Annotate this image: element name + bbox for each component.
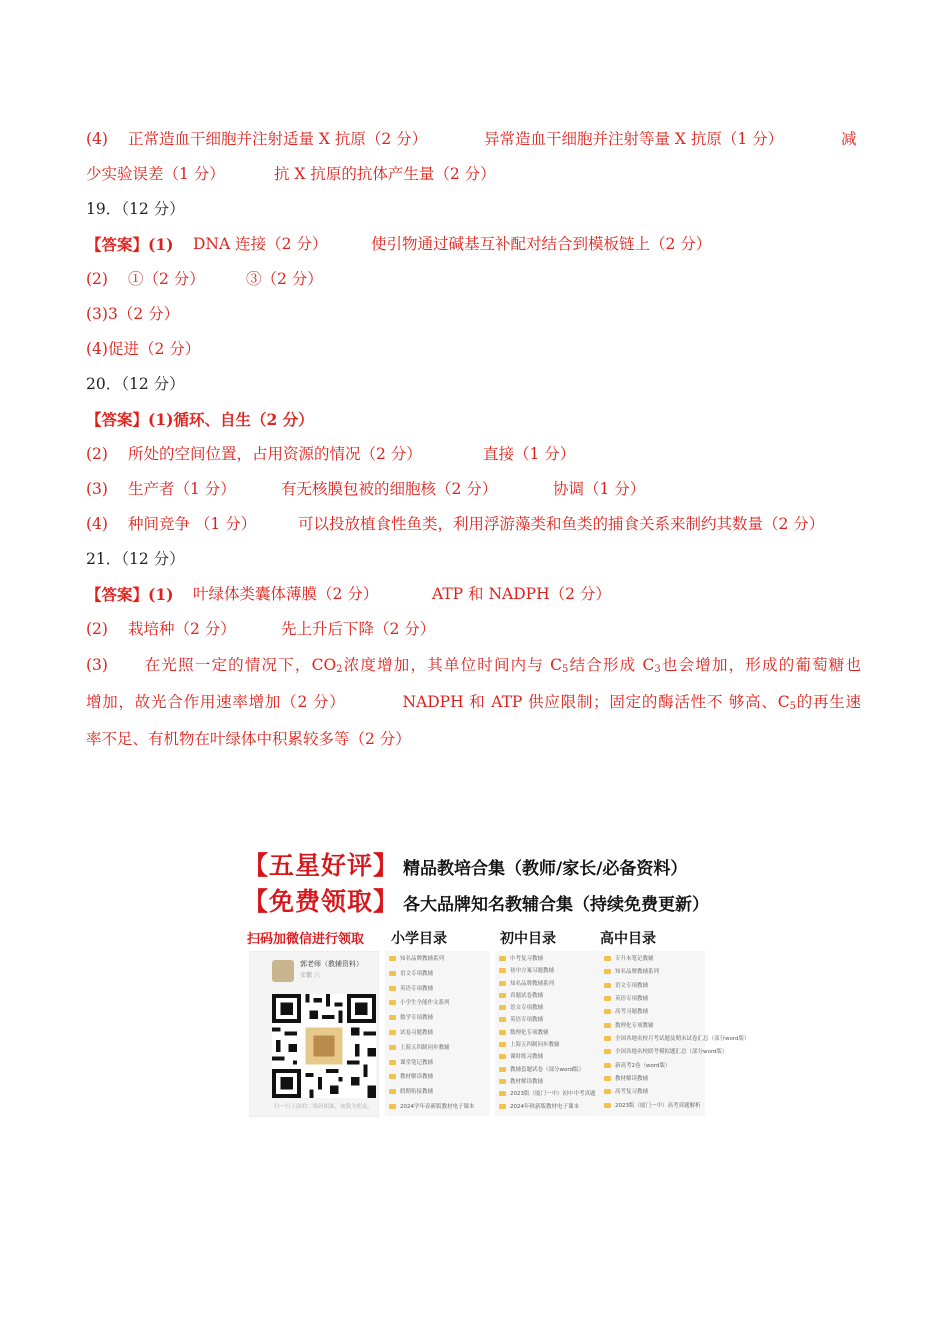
answer-text: ③（2 分） [246, 270, 323, 288]
catalog-folder-item[interactable] [600, 964, 705, 977]
catalog-folder-item[interactable] [385, 1025, 490, 1040]
answer-line [86, 684, 861, 721]
catalog-folder-item[interactable] [385, 1010, 490, 1025]
folder-icon [604, 1009, 611, 1014]
answer-text: DNA 连接（2 分） [193, 235, 328, 253]
catalog-folder-label: 教材解读教辅 [615, 1075, 649, 1082]
catalog-folder-item[interactable] [495, 1086, 600, 1098]
contact-name: 郭老师（教辅资料） [300, 960, 363, 968]
catalog-folder-item[interactable] [495, 1049, 600, 1061]
folder-icon [604, 1076, 611, 1081]
answer-text: 种间竞争 （1 分） [128, 515, 257, 533]
folder-icon [604, 956, 611, 961]
promo-banner[interactable] [243, 843, 750, 1115]
question-number: (2) [86, 620, 108, 638]
folder-icon [499, 981, 506, 986]
folder-icon [499, 1030, 506, 1035]
catalog-folder-label: 2023版（厦门一中）初中中考真题 [510, 1091, 596, 1098]
subscript: 5 [789, 701, 796, 712]
answer-text: 增加，故光合作用速率增加（2 分） [86, 693, 346, 711]
catalog-folder-item[interactable] [495, 951, 600, 963]
question-number: (3) [86, 656, 108, 674]
catalog-folder-item[interactable] [600, 1031, 750, 1044]
answer-text: 可以投放植食性鱼类，利用浮游藻类和鱼类的捕食关系来制约其数量（2 分） [298, 515, 825, 533]
folder-icon [499, 1017, 506, 1022]
question-title: 19．（12 分） [86, 200, 185, 218]
text-fragment: 结合形成 C [568, 656, 655, 674]
catalog-folder-label: 高考复习教辅 [615, 1089, 649, 1096]
answer-text: ①（2 分） [128, 270, 205, 288]
question-title: 21．（12 分） [86, 550, 185, 568]
catalog-folder-label: 知名品牌教辅系列 [400, 956, 445, 962]
catalog-folder-item[interactable] [385, 966, 490, 981]
question-title: 20．（12 分） [86, 375, 185, 393]
folder-icon [604, 969, 611, 974]
catalog-folder-item[interactable] [385, 1084, 490, 1099]
catalog-folder-label: 课堂笔记教辅 [400, 1059, 434, 1066]
primary-catalog-title: 小学目录 [391, 931, 447, 947]
answer-text: 使引物通过碱基互补配对结合到模板链上（2 分） [371, 235, 712, 253]
catalog-folder-item[interactable] [495, 1000, 600, 1012]
catalog-folder-label: 真题试卷教辅 [510, 992, 544, 999]
catalog-folder-label: 语文专项教辅 [615, 982, 649, 989]
folder-icon [389, 1000, 396, 1005]
answer-text: 先上升后下降（2 分） [281, 620, 436, 638]
catalog-folder-item[interactable] [385, 1099, 490, 1114]
answer-text: (4)促进（2 分） [86, 340, 201, 358]
answer-document [86, 122, 861, 758]
folder-icon [604, 1089, 611, 1094]
folder-icon [604, 1103, 611, 1108]
catalog-folder-item[interactable] [600, 1071, 705, 1084]
catalog-folder-item[interactable] [385, 995, 490, 1010]
wechat-card [249, 951, 379, 1117]
catalog-folder-item[interactable] [600, 991, 705, 1004]
answer-line [86, 402, 861, 437]
folder-icon [604, 1036, 611, 1041]
catalog-folder-label: 2024年秋新版教材电子课本 [510, 1103, 579, 1110]
answer-line [86, 472, 861, 507]
answer-label: 【答案】(1) [86, 235, 174, 254]
catalog-folder-item[interactable] [495, 1074, 600, 1086]
answer-label: 【答案】(1) [86, 585, 174, 604]
answer-text: 有无核膜包被的细胞核（2 分） [281, 480, 498, 498]
answer-text: 协调（1 分） [553, 480, 646, 498]
catalog-folder-item[interactable] [385, 981, 490, 996]
catalog-folder-label: 新高考2卷（word版） [615, 1062, 671, 1069]
catalog-folder-item[interactable] [495, 976, 600, 988]
subscript: 3 [654, 664, 661, 675]
qr-code-icon[interactable] [272, 994, 376, 1098]
contact-location: 安徽 六 [300, 972, 320, 979]
answer-line [86, 227, 861, 262]
catalog-folder-item[interactable] [600, 1004, 705, 1017]
answer-line [86, 612, 861, 647]
answer-text: 异常造血干细胞并注射等量 X 抗原（1 分） [484, 130, 784, 148]
answer-text: 直接（1 分） [483, 445, 576, 463]
catalog-folder-label: 知名品牌教辅系列 [615, 969, 660, 976]
high-catalog-list [600, 951, 750, 1116]
catalog-folder-label: 高考习题教辅 [615, 1009, 649, 1016]
catalog-folder-item[interactable] [495, 988, 600, 1000]
answer-text: ATP 和 NADPH（2 分） [432, 585, 611, 603]
catalog-folder-label: 教材解读教辅 [400, 1074, 434, 1081]
avatar [272, 960, 294, 982]
promo-row-1 [243, 849, 687, 883]
text-fragment: 在光照一定的情况下，CO [144, 656, 337, 674]
catalog-folder-label: 数理化专项教辅 [615, 1022, 654, 1029]
catalog-folder-label: 英语专项教辅 [615, 995, 649, 1002]
answer-line [86, 332, 861, 367]
folder-icon [389, 1089, 396, 1094]
catalog-folder-label: 知名品牌教辅系列 [510, 980, 555, 987]
catalog-folder-label: 2023版（厦门一中）高考真题解析 [615, 1102, 701, 1109]
high-catalog-title: 高中目录 [600, 931, 656, 947]
folder-icon [389, 1074, 396, 1079]
catalog-folder-label: 中考复习教辅 [510, 956, 544, 962]
folder-icon [499, 1091, 506, 1096]
text-fragment: 也会增加，形成的葡萄糖也 [660, 656, 861, 674]
answer-line [86, 577, 861, 612]
catalog-folder-label: 试卷习题教辅 [400, 1029, 434, 1036]
catalog-folder-label: 英语专项教辅 [400, 985, 434, 992]
catalog-folder-label: 全国各地名校联考模拟题汇总（部分word版） [615, 1049, 728, 1056]
answer-text: 减 [841, 130, 857, 148]
promo-description: 各大品牌知名教辅合集（持续免费更新） [403, 895, 710, 915]
primary-catalog-list [385, 951, 490, 1116]
answer-text: 所处的空间位置，占用资源的情况（2 分） [128, 445, 422, 463]
catalog-folder-item[interactable] [600, 978, 705, 991]
scan-instruction: 扫码加微信进行领取 [247, 932, 365, 947]
folder-icon [389, 1030, 396, 1035]
folder-icon [389, 1045, 396, 1050]
answer-text: 抗 X 抗原的抗体产生量（2 分） [274, 165, 496, 183]
answer-line [86, 157, 861, 192]
catalog-folder-item[interactable] [600, 1098, 705, 1111]
catalog-folder-item[interactable] [385, 1040, 490, 1055]
catalog-folder-item[interactable] [600, 1044, 728, 1057]
answer-line [86, 262, 861, 297]
promo-description: 精品教培合集（教师/家长/必备资料） [403, 859, 688, 879]
folder-icon [499, 1079, 506, 1084]
catalog-folder-label: 假期衔接教辅 [400, 1089, 434, 1096]
folder-icon [389, 956, 396, 961]
catalog-folder-label: 小学生全能作文系列 [400, 1000, 450, 1007]
catalog-folder-item[interactable] [495, 1099, 600, 1111]
question-number: (4) [86, 515, 108, 533]
catalog-folder-item[interactable] [495, 1062, 600, 1074]
catalog-folder-item[interactable] [495, 1025, 600, 1037]
catalog-folder-label: 2024学年春新版教材电子课本 [400, 1103, 475, 1110]
folder-icon [604, 1023, 611, 1028]
folder-icon [389, 1060, 396, 1065]
answer-text: 叶绿体类囊体薄膜（2 分） [193, 585, 379, 603]
answer-text [145, 656, 861, 674]
text-fragment: 的再生速 [795, 693, 861, 711]
catalog-folder-item[interactable] [385, 1069, 490, 1084]
catalog-folder-item[interactable] [495, 1012, 600, 1024]
catalog-folder-label: 课时练习教辅 [510, 1054, 544, 1061]
answer-line [86, 647, 861, 684]
answer-line [86, 721, 861, 758]
answer-line [86, 122, 861, 157]
answer-text: 率不足、有机物在叶绿体中积累较多等（2 分） [86, 730, 411, 748]
catalog-folder-label: 上海五四制同步教辅 [510, 1042, 560, 1049]
folder-icon [499, 1005, 506, 1010]
catalog-folder-item[interactable] [600, 1058, 705, 1071]
catalog-folder-label: 语文专项教辅 [400, 970, 434, 977]
answer-label: 【答案】(1)循环、自生（2 分） [86, 410, 314, 429]
folder-icon [389, 971, 396, 976]
promo-bracket-text: 【五星好评】 [243, 851, 400, 880]
subscript: 5 [562, 664, 569, 675]
question-number: (2) [86, 445, 108, 463]
catalog-folder-label: 教辅套题试卷（部分word版） [510, 1066, 585, 1073]
folder-icon [499, 1067, 506, 1072]
folder-icon [604, 983, 611, 988]
catalog-folder-label: 专升本笔记教辅 [615, 956, 654, 962]
folder-icon [499, 1054, 506, 1059]
folder-icon [604, 996, 611, 1001]
question-header [86, 367, 861, 402]
catalog-folder-item[interactable] [600, 1084, 705, 1097]
catalog-folder-label: 全国各地名校月考试题及期末试卷汇总（部分word版） [615, 1035, 750, 1042]
answer-text: (3)3（2 分） [86, 305, 180, 323]
folder-icon [604, 1049, 611, 1054]
catalog-folder-item[interactable] [600, 951, 705, 964]
middle-catalog-title: 初中目录 [500, 931, 556, 947]
folder-icon [499, 1042, 506, 1047]
catalog-folder-item[interactable] [600, 1018, 705, 1031]
subscript: 2 [336, 664, 343, 675]
folder-icon [389, 986, 396, 991]
answer-text: 少实验误差（1 分） [86, 165, 225, 183]
answer-line [86, 507, 861, 542]
question-header [86, 192, 861, 227]
catalog-folder-label: 初中方案习题教辅 [510, 968, 555, 975]
answer-text: 栽培种（2 分） [128, 620, 236, 638]
folder-icon [499, 968, 506, 973]
answer-text [402, 693, 861, 711]
question-header [86, 542, 861, 577]
catalog-folder-item[interactable] [385, 951, 490, 966]
folder-icon [499, 956, 506, 961]
folder-icon [499, 993, 506, 998]
folder-icon [499, 1104, 506, 1109]
catalog-folder-label: 教材解读教辅 [510, 1078, 544, 1085]
question-number: (4) [86, 130, 108, 148]
catalog-folder-label: 数学专项教辅 [400, 1015, 434, 1022]
folder-icon [389, 1015, 396, 1020]
answer-line [86, 297, 861, 332]
middle-catalog-list [495, 951, 600, 1116]
qr-caption: 扫一扫上面的二维码图案，加我为朋友。 [274, 1104, 374, 1110]
question-number: (2) [86, 270, 108, 288]
answer-text: 正常造血干细胞并注射适量 X 抗原（2 分） [128, 130, 428, 148]
text-fragment: NADPH 和 ATP 供应限制；固定的酶活性不 够高、C [402, 693, 790, 711]
promo-row-2 [243, 885, 709, 919]
folder-icon [604, 1063, 611, 1068]
catalog-folder-item[interactable] [385, 1055, 490, 1070]
text-fragment: 浓度增加，其单位时间内与 C [342, 656, 563, 674]
catalog-folder-label: 上海五四制同步教辅 [400, 1044, 450, 1051]
catalog-folder-label: 语文专项教辅 [510, 1005, 544, 1012]
folder-icon [389, 1104, 396, 1109]
catalog-folder-label: 数理化专项教辅 [510, 1029, 549, 1036]
promo-bracket-text: 【免费领取】 [243, 887, 400, 916]
catalog-folder-item[interactable] [495, 1037, 600, 1049]
question-number: (3) [86, 480, 108, 498]
catalog-folder-label: 英语专项教辅 [510, 1017, 544, 1024]
answer-text: 生产者（1 分） [128, 480, 236, 498]
catalog-folder-item[interactable] [495, 963, 600, 975]
answer-line [86, 437, 861, 472]
